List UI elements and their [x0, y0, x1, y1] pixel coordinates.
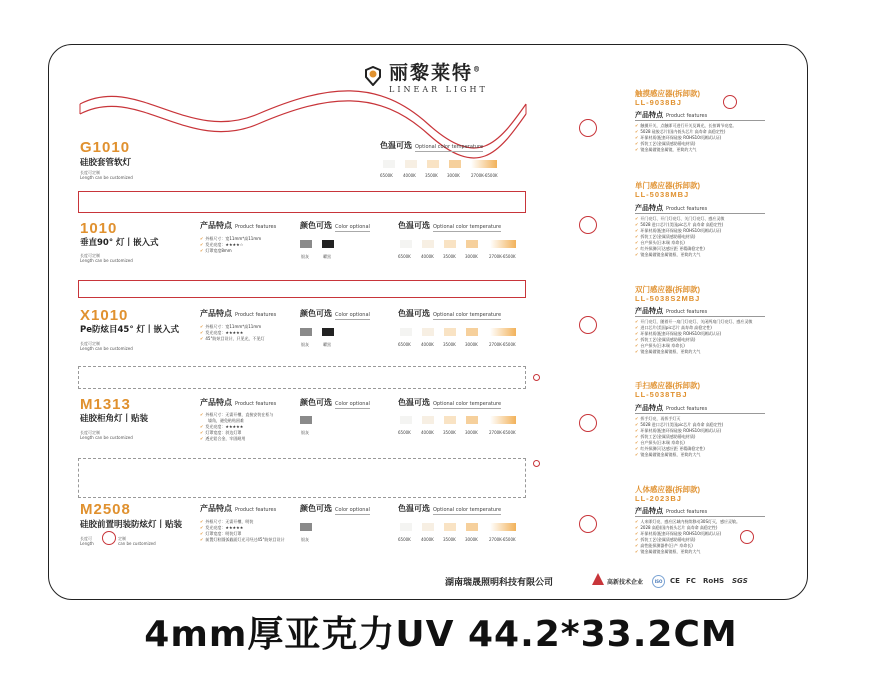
- cct-swatch-3500k: [444, 240, 456, 248]
- cct-swatch-4000k: [422, 523, 434, 531]
- cct-swatch-3500k: [444, 416, 456, 424]
- cct-label: 4000K: [403, 173, 416, 178]
- ce-mark: CE: [670, 577, 680, 585]
- sensor-mount-hole: [579, 515, 597, 533]
- cct-swatch-tunable: [490, 416, 516, 424]
- color-label: 曜黑: [323, 342, 331, 347]
- cct-swatch-3000k: [466, 523, 478, 531]
- sensor-mount-hole: [723, 95, 737, 109]
- divider: [635, 516, 765, 517]
- length-note-cn: 长度可定制: [80, 253, 100, 258]
- cct-heading-cn: 色温可选: [398, 221, 430, 230]
- cct-label: 2700K-6500K: [489, 537, 516, 542]
- cct-swatch-tunable: [490, 523, 516, 531]
- color-swatch-grey: [300, 328, 312, 336]
- color-heading-cn: 颜色可选: [300, 504, 332, 513]
- brand-mark-icon: [363, 66, 383, 86]
- cct-swatch-3500k: [427, 160, 439, 168]
- sensor-title: 触摸感应器(拆卸款): [635, 89, 700, 98]
- cct-swatch-4000k: [405, 160, 417, 168]
- cct-swatch-3000k: [466, 240, 478, 248]
- sensor-code: LL-5038TBJ: [635, 390, 688, 399]
- registered-mark: ®: [473, 64, 483, 74]
- cct-heading-cn: 色温可选: [398, 504, 430, 513]
- length-note-en: Length: [80, 541, 94, 546]
- cct-label: 4000K: [421, 254, 434, 259]
- g1010-wave-sample: [78, 84, 528, 166]
- cct-swatch-4000k: [422, 240, 434, 248]
- cct-swatch-6500k: [400, 240, 412, 248]
- features-heading-cn: 产品特点: [200, 504, 232, 513]
- sensor-title: 双门感应器(拆卸款): [635, 285, 700, 294]
- features-heading-en: Product features: [666, 509, 708, 515]
- fc-mark: FC: [686, 577, 696, 585]
- divider: [635, 213, 765, 214]
- features-heading-en: Product features: [235, 224, 277, 230]
- features-heading-cn: 产品特点: [200, 309, 232, 318]
- divider: [635, 316, 765, 317]
- feature-list: ✔ 触摸开关，点触即可进行开关及调光，长按调节亮度。 ✔ 5028 硅胶芯片(国内低头芯片 高寿命 高稳定性) ✔ 环保材质(配套环保硅胶 ROHS10项测试认证) ✔ 拆装工艺(金属质感防静电材质) ✔ 镜金属做镜金属镜，更简约大气: [635, 123, 737, 152]
- cct-label: 3500K: [443, 342, 456, 347]
- color-heading-en: Color optional: [335, 401, 370, 407]
- cct-label: 2700K-6500K: [489, 342, 516, 347]
- cct-heading-cn: 色温可选: [380, 141, 412, 150]
- product-desc: 硅胶套管软灯: [80, 158, 132, 168]
- sensor-code: LL-9038BJ: [635, 98, 682, 107]
- cct-label: 3500K: [443, 537, 456, 542]
- length-note-tail-cn: 定制: [118, 536, 126, 541]
- cct-label: 3000K: [465, 342, 478, 347]
- hitech-emblem-icon: [591, 572, 605, 586]
- cct-label: 3000K: [465, 254, 478, 259]
- color-heading-en: Color optional: [335, 224, 370, 230]
- cct-swatch-3500k: [444, 328, 456, 336]
- color-heading-cn: 颜色可选: [300, 398, 332, 407]
- cct-heading-en: Optional color temperature: [433, 224, 502, 230]
- sensor-mount-hole: [740, 530, 754, 544]
- color-swatch-grey: [300, 523, 312, 531]
- cct-label: 3000K: [465, 537, 478, 542]
- cct-swatch-tunable: [471, 160, 497, 168]
- color-heading-en: Color optional: [335, 507, 370, 513]
- sensor-title: 单门感应器(拆卸款): [635, 181, 700, 190]
- features-heading-en: Product features: [235, 507, 277, 513]
- sgs-mark: SGS: [732, 577, 748, 585]
- color-heading-cn: 颜色可选: [300, 309, 332, 318]
- color-swatch-grey: [300, 240, 312, 248]
- cct-label: 3000K: [447, 173, 460, 178]
- product-bar-m1313: [78, 366, 526, 389]
- feature-list: ✔ 外框尺寸：无需开槽，明装 ✔ 发光亮度：★★★★★ ✔ 灯罩宽度：明装灯罩 ✔ 前置灯粒圆弧截面灯光可经过45°防炫目设计: [200, 519, 285, 542]
- cct-swatch-3000k: [449, 160, 461, 168]
- cct-label: 3500K: [443, 254, 456, 259]
- length-note-en: Length can be customized: [80, 346, 133, 351]
- sensor-code: LL-5038S2MBJ: [635, 294, 701, 303]
- feature-list: ✔ 外框尺寸：宽11mm*高11mm ✔ 发光亮度：★★★★★ ✔ 45°防炫目设计，只见光，不见灯: [200, 324, 265, 341]
- brand-name-en: LINEAR LIGHT: [389, 85, 488, 94]
- product-desc: 垂直90° 灯丨嵌入式: [80, 238, 159, 248]
- divider: [635, 413, 765, 414]
- cct-swatch-6500k: [400, 416, 412, 424]
- length-note-cn: 长度可: [80, 536, 92, 541]
- company-name: 湖南瑞晟照明科技有限公司: [445, 578, 554, 588]
- mount-hole: [533, 460, 540, 467]
- product-code: M1313: [80, 396, 131, 413]
- divider: [635, 120, 765, 121]
- feature-list: ✔ 人来即灯亮，感应区域内持续移动30S灯灭，感应灵敏。 ✔ 2028 高稳(国内低头芯片 高寿命 高稳定性) ✔ 环保材质(配套环保硅胶 ROHS10项测试认证) ✔ 拆装工艺(金属质感防静电材质) ✔ 高性能探测器件(日产 寿命长) ✔ 镜金属做镜金属镜框，更简约大气: [635, 519, 740, 554]
- product-bar-1010: [78, 191, 526, 213]
- cct-label: 4000K: [421, 430, 434, 435]
- product-bar-m2508: [78, 458, 526, 498]
- sensor-code: LL-2023BJ: [635, 494, 682, 503]
- mount-hole: [102, 531, 116, 545]
- cct-swatch-6500k: [400, 523, 412, 531]
- cct-label: 2700K-6500K: [489, 254, 516, 259]
- cct-swatch-6500k: [383, 160, 395, 168]
- hitech-label: 高新技术企业: [607, 579, 644, 586]
- length-note-tail-en: can be customized: [118, 541, 156, 546]
- color-swatch-black: [322, 328, 334, 336]
- cct-label: 3500K: [425, 173, 438, 178]
- sensor-mount-hole: [579, 414, 597, 432]
- cct-label: 6500K: [380, 173, 393, 178]
- features-heading-en: Product features: [666, 309, 708, 315]
- features-heading-cn: 产品特点: [200, 398, 232, 407]
- features-heading-cn: 产品特点: [635, 404, 663, 412]
- product-desc: 硅胶前置明装防炫灯丨贴装: [80, 520, 183, 530]
- product-code: 1010: [80, 220, 118, 237]
- product-code: G1010: [80, 139, 131, 156]
- cct-swatch-3000k: [466, 328, 478, 336]
- mount-hole: [533, 374, 540, 381]
- cct-label: 6500K: [398, 254, 411, 259]
- cct-label: 6500K: [398, 430, 411, 435]
- length-note-en: Length can be customized: [80, 258, 133, 263]
- cct-label: 3500K: [443, 430, 456, 435]
- cct-heading-cn: 色温可选: [398, 309, 430, 318]
- cct-heading-en: Optional color temperature: [415, 144, 484, 150]
- cct-heading-en: Optional color temperature: [433, 507, 502, 513]
- sensor-title: 人体感应器(拆卸款): [635, 485, 700, 494]
- features-heading-en: Product features: [666, 206, 708, 212]
- length-note-cn: 长度可定制: [80, 341, 100, 346]
- length-note-cn: 长度可定制: [80, 170, 100, 175]
- brand-name-cn: 丽黎莱特: [389, 62, 474, 84]
- sensor-mount-hole: [579, 316, 597, 334]
- features-heading-cn: 产品特点: [635, 204, 663, 212]
- sensor-mount-hole: [579, 119, 597, 137]
- cct-swatch-3000k: [466, 416, 478, 424]
- feature-list: ✔ 挥手灯亮，再挥手灯灭 ✔ 5028 进口芯片(美国pic芯片 高寿命 高稳定性) ✔ 环保材质(配套环保硅胶 ROHS10项测试认证) ✔ 拆装工艺(金属质感防静电材质) ✔ 台产探头(日本瑞 寿命长) ✔ 红外探测(可达感应距 更精确稳定性) ✔ 镜金属做镜金属镜框，更简约大气: [635, 416, 724, 457]
- cct-swatch-tunable: [490, 328, 516, 336]
- product-desc: Pe防炫目45° 灯丨嵌入式: [80, 325, 180, 335]
- cct-swatch-4000k: [422, 328, 434, 336]
- length-note-en: Length can be customized: [80, 175, 133, 180]
- cct-label: 3000K: [465, 430, 478, 435]
- feature-list: ✔ 外框尺寸：无需开槽，直接安装在柜与 墙角，避免粘贴困难 ✔ 发光亮度：★★★★★ ✔ 灯罩宽度：斜边灯罩 ✔ 透光铝合金，牢固耐用: [200, 412, 274, 441]
- color-label: 银灰: [301, 537, 309, 542]
- sensor-mount-hole: [579, 216, 597, 234]
- cct-swatch-6500k: [400, 328, 412, 336]
- cct-label: 6500K: [398, 342, 411, 347]
- features-heading-en: Product features: [666, 406, 708, 412]
- cct-heading-en: Optional color temperature: [433, 312, 502, 318]
- cct-heading-en: Optional color temperature: [433, 401, 502, 407]
- product-code: X1010: [80, 307, 129, 324]
- product-caption: 4mm厚亚克力UV 44.2*33.2CM: [144, 614, 738, 655]
- features-heading-en: Product features: [666, 113, 708, 119]
- color-swatch-grey: [300, 416, 312, 424]
- cct-label: 6500K: [398, 537, 411, 542]
- product-code: M2508: [80, 501, 131, 518]
- feature-list: ✔ 开门亮灯，随着开一扇门灯亮灯、关闭两扇门灯亮灯、感应灵敏 ✔ 进口芯片(美国pic芯片 高寿命 高稳定性) ✔ 环保材质(配套环保硅胶 ROHS10项测试认证) ✔ 拆装工艺(金属质感防静电材质) ✔ 台产探头(日本瑞 寿命长) ✔ 镜金属做镜金属镜框，更简约大气: [635, 319, 753, 354]
- color-label: 银灰: [301, 342, 309, 347]
- features-heading-cn: 产品特点: [200, 221, 232, 230]
- cct-label: 2700K-6500K: [489, 430, 516, 435]
- rohs-mark: RoHS: [703, 577, 725, 585]
- features-heading-cn: 产品特点: [635, 507, 663, 515]
- length-note-en: Length can be customized: [80, 435, 133, 440]
- product-bar-x1010: [78, 280, 526, 298]
- features-heading-cn: 产品特点: [635, 307, 663, 315]
- iso-badge: ISO: [652, 575, 665, 588]
- color-label: 曜黑: [323, 254, 331, 259]
- cct-swatch-3500k: [444, 523, 456, 531]
- cct-label: 4000K: [421, 342, 434, 347]
- color-heading-cn: 颜色可选: [300, 221, 332, 230]
- cct-label: 2700K-6500K: [471, 173, 498, 178]
- features-heading-en: Product features: [235, 312, 277, 318]
- product-desc: 硅胶柜角灯丨贴装: [80, 414, 149, 424]
- color-label: 银灰: [301, 430, 309, 435]
- length-note-cn: 长度可定制: [80, 430, 100, 435]
- cct-label: 4000K: [421, 537, 434, 542]
- sensor-title: 手扫感应器(拆卸款): [635, 381, 700, 390]
- cct-heading-cn: 色温可选: [398, 398, 430, 407]
- sensor-code: LL-5038MBJ: [635, 190, 690, 199]
- color-swatch-black: [322, 240, 334, 248]
- feature-list: ✔ 开门亮灯、开门灯亮灯、关门灯亮灯、感应灵敏 ✔ 5028 进口芯片(美国pic芯片 高寿命 高稳定性) ✔ 环保材质(配套环保硅胶 ROHS10项测试认证) ✔ 拆装工艺(金属质感防静电材质) ✔ 台产探头(日本瑞 寿命长) ✔ 红外探测(可达感应距 更精确稳定性) ✔ 镜金属做镜金属镜框，更简约大气: [635, 216, 725, 257]
- features-heading-cn: 产品特点: [635, 111, 663, 119]
- color-label: 银灰: [301, 254, 309, 259]
- features-heading-en: Product features: [235, 401, 277, 407]
- cct-swatch-4000k: [422, 416, 434, 424]
- cct-swatch-tunable: [490, 240, 516, 248]
- feature-list: ✔ 外框尺寸：宽11mm*高11mm ✔ 发光亮度：★★★★☆ ✔ 灯罩宽度8mm: [200, 236, 262, 253]
- color-heading-en: Color optional: [335, 312, 370, 318]
